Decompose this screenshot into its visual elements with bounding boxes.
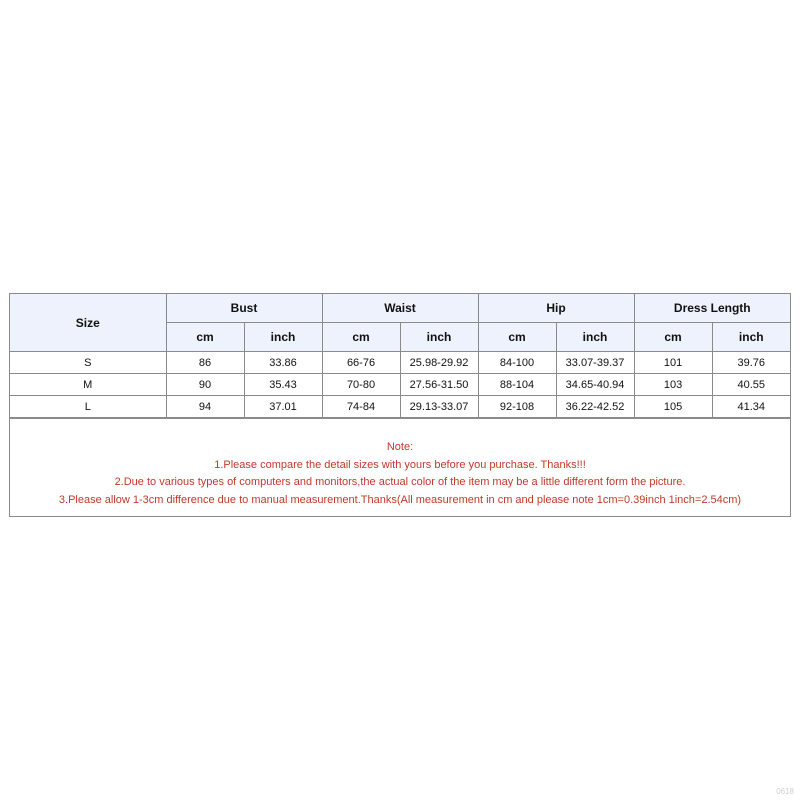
unit-header: inch (556, 323, 634, 352)
watermark: 0618 (776, 787, 794, 796)
table-cell: 25.98-29.92 (400, 352, 478, 374)
table-cell: 90 (166, 374, 244, 396)
notes-title: Note: (386, 441, 414, 453)
note-line: 1.Please compare the detail sizes with yours before you purchase. Thanks!!! (214, 458, 586, 471)
table-row (10, 352, 790, 374)
table-cell: 35.43 (244, 374, 322, 396)
waist-header: Waist (322, 294, 478, 323)
table-cell: 70-80 (322, 374, 400, 396)
table-cell: 33.86 (244, 352, 322, 374)
table-cell: 34.65-40.94 (556, 374, 634, 396)
note-line: 3.Please allow 1-3cm difference due to manual measurement.Thanks(All measurement in cm and please note 1cm=0.39inch 1inch=2.54cm) (58, 493, 742, 506)
unit-header: cm (478, 323, 556, 352)
unit-header: cm (634, 323, 712, 352)
table-cell: 94 (166, 396, 244, 418)
table-cell: 39.76 (712, 352, 790, 374)
table-cell: 27.56-31.50 (400, 374, 478, 396)
unit-header: inch (244, 323, 322, 352)
table-cell: 84-100 (478, 352, 556, 374)
note-line: 2.Due to various types of computers and monitors,the actual color of the item may be a little different form the picture. (114, 476, 686, 488)
size-chart (9, 293, 791, 517)
size-cell: L (10, 396, 166, 418)
bust-header: Bust (166, 294, 322, 323)
table-cell: 41.34 (712, 396, 790, 418)
table-cell: 33.07-39.37 (556, 352, 634, 374)
size-table (10, 294, 790, 418)
table-cell: 103 (634, 374, 712, 396)
notes-section (10, 418, 790, 516)
table-cell: 74-84 (322, 396, 400, 418)
table-cell: 29.13-33.07 (400, 396, 478, 418)
dress-length-header: Dress Length (634, 294, 790, 323)
table-cell: 37.01 (244, 396, 322, 418)
header-group-row (10, 294, 790, 323)
hip-header: Hip (478, 294, 634, 323)
table-cell: 105 (634, 396, 712, 418)
table-row (10, 374, 790, 396)
table-cell: 40.55 (712, 374, 790, 396)
unit-header: inch (712, 323, 790, 352)
unit-header: inch (400, 323, 478, 352)
unit-header: cm (166, 323, 244, 352)
table-cell: 92-108 (478, 396, 556, 418)
table-cell: 101 (634, 352, 712, 374)
size-cell: S (10, 352, 166, 374)
table-cell: 88-104 (478, 374, 556, 396)
table-cell: 36.22-42.52 (556, 396, 634, 418)
table-cell: 66-76 (322, 352, 400, 374)
table-cell: 86 (166, 352, 244, 374)
size-cell: M (10, 374, 166, 396)
unit-header: cm (322, 323, 400, 352)
table-row (10, 396, 790, 418)
size-header: Size (10, 294, 166, 352)
